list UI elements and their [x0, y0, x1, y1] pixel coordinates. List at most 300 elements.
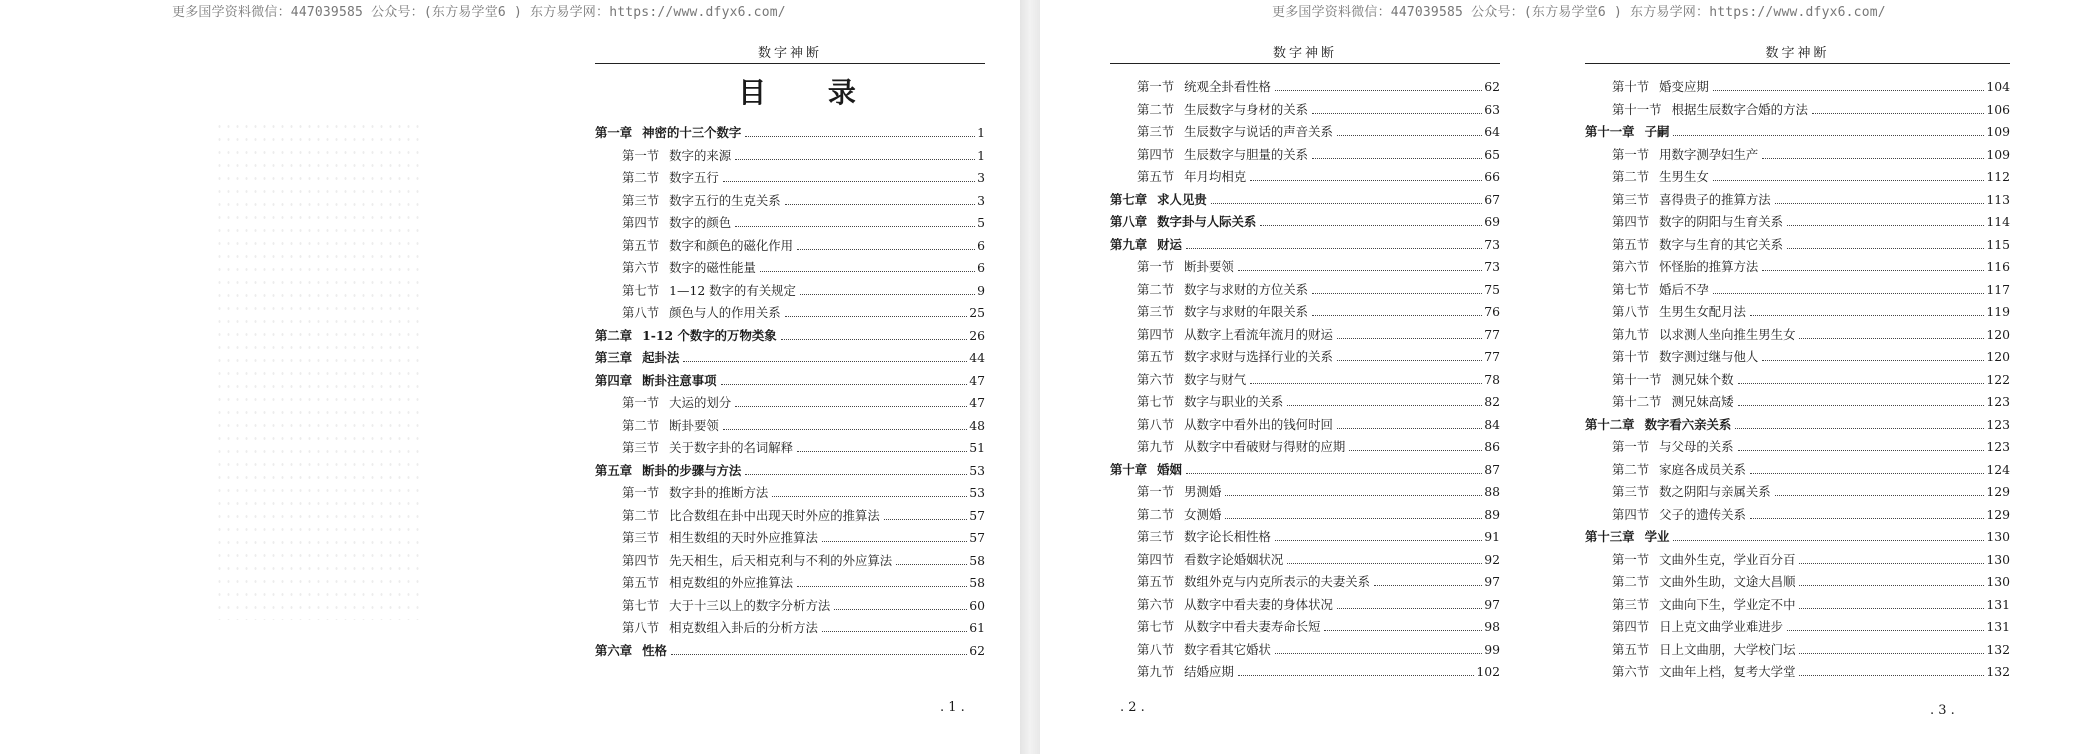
toc-section-entry — [1585, 369, 2010, 392]
entry-number: 第十二节 — [1612, 394, 1662, 409]
entry-number: 第十一章 — [1585, 124, 1635, 139]
toc-section-entry — [1585, 324, 2010, 347]
toc-section-entry — [1585, 279, 2010, 302]
entry-number: 第二章 — [595, 327, 633, 343]
toc-section-entry — [595, 212, 985, 235]
entry-page: 122 — [1986, 371, 2010, 387]
entry-number: 第三节 — [1137, 304, 1175, 319]
dot-leader — [1799, 563, 1984, 564]
toc-column-1 — [595, 45, 985, 662]
dot-leader — [1713, 180, 1985, 181]
entry-number: 第四节 — [1612, 619, 1650, 634]
toc-section-entry — [1110, 346, 1500, 369]
entry-number: 第八节 — [622, 305, 660, 320]
entry-page: 53 — [969, 485, 985, 500]
dot-leader — [785, 316, 968, 317]
entry-page: 88 — [1484, 484, 1500, 499]
toc-column-3 — [1585, 45, 2010, 684]
entry-page: 114 — [1986, 214, 2010, 229]
toc-section-entry — [595, 392, 985, 415]
entry-title: 父子的遗传关系 — [1659, 506, 1746, 522]
entry-page: 48 — [969, 417, 985, 433]
dot-leader — [797, 249, 975, 250]
entry-title: 数字与求财的年限关系 — [1184, 304, 1309, 319]
entry-number: 第七节 — [622, 282, 660, 298]
dot-leader — [1775, 495, 1985, 496]
entry-page: 25 — [969, 305, 985, 320]
dot-leader — [1312, 113, 1482, 114]
entry-number: 第二节 — [622, 507, 660, 523]
entry-title: 日上克文曲学业难进步 — [1659, 619, 1784, 634]
toc-section-entry — [1110, 99, 1500, 122]
entry-number: 第五节 — [1137, 574, 1175, 589]
entry-number: 第八节 — [1612, 304, 1650, 319]
entry-page: 53 — [969, 462, 985, 478]
toc-list — [595, 122, 985, 662]
entry-number: 第三节 — [622, 440, 660, 455]
entry-number: 第二节 — [1137, 281, 1175, 297]
dot-leader — [735, 159, 975, 160]
entry-title: 从数字上看流年流月的财运 — [1184, 326, 1333, 342]
entry-number: 第五节 — [622, 575, 660, 590]
entry-title: 年月均相克 — [1184, 169, 1247, 184]
running-head: 数字神断 — [1110, 45, 1500, 64]
entry-number: 第七节 — [1612, 281, 1650, 297]
entry-page: 62 — [1484, 79, 1500, 94]
entry-number: 第六节 — [622, 260, 660, 275]
entry-title: 相克数组的外应推算法 — [669, 575, 794, 590]
entry-number: 第一章 — [595, 125, 633, 140]
entry-number: 第四节 — [1612, 506, 1650, 522]
toc-section-entry — [595, 572, 985, 595]
page-number: . 1 . — [940, 700, 965, 715]
toc-section-entry — [1110, 369, 1500, 392]
entry-page: 117 — [1986, 281, 2010, 297]
entry-number: 第七节 — [622, 597, 660, 613]
entry-number: 第四章 — [595, 372, 633, 388]
entry-number: 第三节 — [1612, 596, 1650, 612]
toc-section-entry — [595, 190, 985, 213]
toc-section-entry — [595, 257, 985, 280]
entry-number: 第十二章 — [1585, 416, 1635, 432]
entry-number: 第六节 — [1612, 664, 1650, 679]
dot-leader — [1186, 473, 1482, 474]
entry-number: 第三节 — [622, 530, 660, 545]
toc-section-entry — [595, 167, 985, 190]
entry-page: 6 — [977, 237, 985, 253]
entry-page: 120 — [1986, 326, 2010, 342]
dot-leader — [1762, 158, 1984, 159]
toc-section-entry — [595, 550, 985, 573]
toc-section-entry — [1110, 414, 1500, 437]
entry-number: 第五节 — [1137, 169, 1175, 184]
entry-title: 断卦的步骤与方法 — [642, 462, 742, 478]
entry-page: 120 — [1986, 349, 2010, 364]
entry-page: 44 — [969, 350, 985, 365]
entry-number: 第四节 — [1612, 214, 1650, 229]
entry-number: 第一节 — [1137, 259, 1175, 274]
dot-leader — [735, 406, 967, 407]
entry-page: 91 — [1484, 529, 1500, 544]
entry-page: 73 — [1484, 236, 1500, 252]
entry-title: 断卦注意事项 — [642, 372, 717, 388]
entry-title: 女测婚 — [1184, 506, 1222, 522]
entry-number: 第三节 — [1612, 484, 1650, 499]
entry-title: 文曲外生助，文途大昌顺 — [1659, 574, 1796, 589]
dot-leader — [1238, 675, 1475, 676]
toc-section-entry — [1110, 324, 1500, 347]
entry-title: 数字与生育的其它关系 — [1659, 236, 1784, 252]
right-page — [1040, 0, 2077, 754]
toc-section-entry — [1585, 189, 2010, 212]
entry-page: 69 — [1484, 214, 1500, 229]
dot-leader — [1349, 450, 1482, 451]
entry-number: 第十节 — [1612, 349, 1650, 364]
entry-title: 先天相生，后天相克利与不利的外应算法 — [669, 552, 893, 568]
dot-leader — [884, 519, 967, 520]
toc-section-entry — [1110, 166, 1500, 189]
entry-number: 第二节 — [1137, 101, 1175, 117]
entry-number: 第二节 — [622, 417, 660, 433]
entry-page: 97 — [1484, 596, 1500, 612]
dot-leader — [1713, 90, 1985, 91]
toc-section-entry — [1585, 391, 2010, 414]
page-gutter — [1020, 0, 1040, 754]
toc-section-entry — [1585, 301, 2010, 324]
entry-page: 131 — [1986, 596, 2010, 612]
entry-number: 第九节 — [1137, 439, 1175, 454]
entry-title: 用数字测孕妇生产 — [1659, 146, 1759, 162]
toc-section-entry — [1110, 391, 1500, 414]
entry-page: 131 — [1986, 619, 2010, 634]
toc-section-entry — [1110, 121, 1500, 144]
entry-page: 102 — [1476, 664, 1500, 679]
entry-title: 根据生辰数字合婚的方法 — [1671, 101, 1808, 117]
entry-page: 78 — [1484, 371, 1500, 387]
toc-chapter-entry — [595, 460, 985, 483]
entry-page: 87 — [1484, 461, 1500, 477]
entry-title: 数字看六亲关系 — [1644, 416, 1732, 432]
entry-number: 第一节 — [1612, 551, 1650, 567]
entry-number: 第五节 — [1137, 349, 1175, 364]
entry-title: 生辰数字与身材的关系 — [1184, 101, 1309, 117]
toc-section-entry — [595, 415, 985, 438]
dot-leader — [735, 226, 975, 227]
dot-leader — [1812, 113, 1984, 114]
toc-section-entry — [1110, 639, 1500, 662]
dot-leader — [1775, 203, 1985, 204]
entry-page: 130 — [1986, 551, 2010, 567]
toc-section-entry — [1110, 436, 1500, 459]
toc-section-entry — [1585, 504, 2010, 527]
entry-page: 109 — [1986, 124, 2010, 139]
entry-page: 99 — [1484, 641, 1500, 657]
toc-section-entry — [1110, 76, 1500, 99]
entry-title: 断卦要领 — [1184, 259, 1234, 274]
entry-title: 婚姻 — [1157, 461, 1182, 477]
toc-section-entry — [1585, 144, 2010, 167]
entry-number: 第一节 — [622, 485, 660, 500]
entry-number: 第九节 — [1612, 326, 1650, 342]
entry-title: 数字的来源 — [669, 147, 732, 163]
entry-page: 60 — [969, 597, 985, 613]
dot-leader — [797, 451, 967, 452]
entry-title: 结婚应期 — [1184, 664, 1234, 679]
dot-leader — [822, 631, 967, 632]
entry-title: 数字卦的推断方法 — [669, 485, 769, 500]
toc-section-entry — [1585, 459, 2010, 482]
entry-number: 第十一节 — [1612, 101, 1662, 117]
entry-number: 第三节 — [1137, 124, 1175, 139]
dot-leader — [797, 586, 967, 587]
toc-section-entry — [595, 595, 985, 618]
entry-page: 61 — [969, 620, 985, 635]
entry-title: 财运 — [1157, 236, 1182, 252]
dot-leader — [1275, 653, 1482, 654]
toc-section-entry — [1585, 616, 2010, 639]
entry-title: 喜得贵子的推算方法 — [1659, 191, 1771, 207]
entry-page: 104 — [1986, 79, 2010, 94]
dot-leader — [721, 384, 968, 385]
entry-number: 第一节 — [1137, 79, 1175, 94]
entry-number: 第四节 — [622, 215, 660, 230]
dot-leader — [822, 541, 967, 542]
entry-title: 婚后不孕 — [1659, 281, 1709, 297]
dot-leader — [1738, 383, 1985, 384]
toc-section-entry — [1110, 661, 1500, 684]
dot-leader — [772, 496, 967, 497]
entry-title: 文曲年上档，复考大学堂 — [1659, 664, 1796, 679]
entry-title: 颜色与人的作用关系 — [669, 305, 781, 320]
dot-leader — [1750, 473, 1984, 474]
toc-section-entry — [595, 617, 985, 640]
entry-number: 第二节 — [1612, 574, 1650, 589]
dot-leader — [1186, 248, 1482, 249]
entry-title: 比合数组在卦中出现天时外应的推算法 — [669, 507, 880, 523]
dot-leader — [1238, 270, 1482, 271]
dot-leader — [1312, 293, 1482, 294]
entry-page: 115 — [1986, 236, 2010, 252]
entry-page: 77 — [1484, 326, 1500, 342]
toc-chapter-entry — [1110, 234, 1500, 257]
toc-section-entry — [1585, 661, 2010, 684]
entry-title: 数字五行 — [669, 170, 719, 185]
toc-chapter-entry — [1110, 211, 1500, 234]
entry-title: 大于十三以上的数字分析方法 — [669, 597, 831, 613]
entry-number: 第二节 — [1612, 169, 1650, 184]
toc-chapter-entry — [1110, 189, 1500, 212]
toc-section-entry — [1585, 549, 2010, 572]
entry-title: 关于数字卦的名词解释 — [669, 440, 794, 455]
entry-number: 第二节 — [622, 170, 660, 185]
toc-section-entry — [595, 482, 985, 505]
toc-section-entry — [1110, 504, 1500, 527]
entry-title: 以求测人坐向推生男生女 — [1659, 326, 1796, 342]
toc-chapter-entry — [595, 325, 985, 348]
dot-leader — [1799, 675, 1984, 676]
entry-page: 5 — [977, 215, 985, 230]
entry-page: 76 — [1484, 304, 1500, 319]
entry-page: 67 — [1484, 191, 1500, 207]
dot-leader — [1324, 630, 1482, 631]
toc-section-entry — [1585, 436, 2010, 459]
entry-page: 123 — [1986, 439, 2010, 454]
toc-section-entry — [595, 505, 985, 528]
dot-leader — [1312, 315, 1482, 316]
entry-number: 第十章 — [1110, 461, 1148, 477]
entry-title: 学业 — [1644, 529, 1670, 544]
entry-title: 数字求财与选择行业的关系 — [1184, 349, 1333, 364]
entry-title: 起卦法 — [642, 350, 680, 365]
dot-leader — [896, 564, 967, 565]
dot-leader — [1799, 338, 1984, 339]
entry-page: 77 — [1484, 349, 1500, 364]
entry-number: 第八节 — [1137, 416, 1175, 432]
entry-title: 家庭各成员关系 — [1659, 461, 1746, 477]
entry-page: 123 — [1986, 416, 2010, 432]
entry-number: 第四节 — [1137, 146, 1175, 162]
entry-number: 第一节 — [622, 147, 660, 163]
entry-page: 113 — [1986, 191, 2010, 207]
entry-title: 生辰数字与胆量的关系 — [1184, 146, 1309, 162]
entry-title: 数字的磁性能量 — [669, 260, 756, 275]
entry-page: 132 — [1986, 641, 2010, 657]
entry-number: 第六章 — [595, 642, 633, 658]
toc-section-entry — [1585, 99, 2010, 122]
entry-title: 测兄妹高矮 — [1671, 394, 1734, 409]
running-head: 数字神断 — [1585, 45, 2010, 64]
entry-page: 64 — [1484, 124, 1500, 139]
toc-column-2 — [1110, 45, 1500, 684]
entry-number: 第一节 — [1137, 484, 1175, 499]
toc-chapter-entry — [1585, 526, 2010, 549]
entry-page: 112 — [1986, 169, 2010, 184]
entry-page: 130 — [1986, 574, 2010, 589]
entry-page: 1 — [977, 125, 985, 140]
toc-chapter-entry — [1585, 121, 2010, 144]
toc-section-entry — [1585, 571, 2010, 594]
entry-title: 相克数组入卦后的分析方法 — [669, 620, 818, 635]
entry-title: 男测婚 — [1184, 484, 1222, 499]
toc-chapter-entry — [595, 640, 985, 663]
entry-title: 文曲外生克，学业百分百 — [1659, 551, 1796, 567]
toc-chapter-entry — [595, 122, 985, 145]
entry-number: 第八节 — [622, 620, 660, 635]
entry-page: 26 — [969, 327, 985, 343]
dot-leader — [800, 294, 975, 295]
toc-section-entry — [595, 302, 985, 325]
entry-page: 3 — [977, 170, 985, 185]
toc-section-entry — [595, 280, 985, 303]
entry-title: 相生数组的天时外应推算法 — [669, 530, 818, 545]
entry-page: 47 — [969, 372, 985, 388]
entry-number: 第五节 — [1612, 236, 1650, 252]
entry-number: 第一节 — [1612, 439, 1650, 454]
entry-title: 从数字中看夫妻寿命长短 — [1184, 619, 1321, 634]
toc-section-entry — [1110, 279, 1500, 302]
entry-title: 数字与财气 — [1184, 371, 1247, 387]
dot-leader — [1799, 585, 1984, 586]
dot-leader — [1225, 518, 1482, 519]
dot-leader — [671, 654, 967, 655]
entry-number: 第三节 — [1612, 191, 1650, 207]
entry-title: 数字五行的生克关系 — [669, 192, 781, 208]
dot-leader — [1673, 135, 1984, 136]
entry-title: 看数字论婚姻状况 — [1184, 551, 1284, 567]
entry-number: 第八章 — [1110, 214, 1148, 229]
entry-title: 神密的十三个数字 — [642, 125, 742, 140]
dot-leader — [1287, 405, 1482, 406]
entry-page: 109 — [1986, 146, 2010, 162]
entry-title: 从数字中看破财与得财的应期 — [1184, 439, 1346, 454]
entry-number: 第二节 — [1137, 506, 1175, 522]
entry-number: 第五节 — [1612, 641, 1650, 657]
entry-number: 第一节 — [1612, 146, 1650, 162]
entry-page: 58 — [969, 552, 985, 568]
dot-leader — [1250, 383, 1482, 384]
dot-leader — [1750, 518, 1984, 519]
entry-page: 1 — [977, 147, 985, 163]
entry-number: 第八节 — [1137, 641, 1175, 657]
dot-leader — [1337, 608, 1482, 609]
toc-section-entry — [1585, 234, 2010, 257]
entry-title: 与父母的关系 — [1659, 439, 1734, 454]
entry-title: 数组外克与内克所表示的夫妻关系 — [1184, 574, 1371, 589]
entry-page: 106 — [1986, 101, 2010, 117]
dot-leader — [1750, 315, 1984, 316]
entry-page: 98 — [1484, 619, 1500, 634]
toc-section-entry — [1110, 144, 1500, 167]
dot-leader — [1337, 428, 1482, 429]
left-page — [0, 0, 1020, 754]
dot-leader — [1762, 360, 1984, 361]
entry-number: 第四节 — [1137, 551, 1175, 567]
entry-title: 子嗣 — [1644, 124, 1670, 139]
toc-section-entry — [1585, 639, 2010, 662]
page-number: . 2 . — [1120, 700, 1145, 715]
entry-title: 日上文曲朋，大学校门坛 — [1659, 641, 1796, 657]
entry-number: 第七章 — [1110, 191, 1148, 207]
entry-number: 第十一节 — [1612, 371, 1662, 387]
toc-section-entry — [1585, 211, 2010, 234]
toc-section-entry — [595, 235, 985, 258]
entry-title: 数字的颜色 — [669, 215, 732, 230]
entry-number: 第十三章 — [1585, 529, 1635, 544]
entry-title: 数字测过继与他人 — [1659, 349, 1759, 364]
toc-section-entry — [1585, 481, 2010, 504]
entry-page: 3 — [977, 192, 985, 208]
toc-section-entry — [1585, 76, 2010, 99]
entry-page: 47 — [969, 395, 985, 410]
entry-page: 6 — [977, 260, 985, 275]
toc-section-entry — [595, 527, 985, 550]
entry-page: 62 — [969, 642, 985, 658]
toc-section-entry — [595, 145, 985, 168]
toc-section-entry — [1585, 594, 2010, 617]
entry-number: 第一节 — [622, 395, 660, 410]
entry-title: 大运的划分 — [669, 395, 732, 410]
dot-leader — [1738, 405, 1985, 406]
entry-title: 数字与职业的关系 — [1184, 394, 1284, 409]
dot-leader — [785, 204, 975, 205]
entry-page: 57 — [969, 530, 985, 545]
entry-page: 63 — [1484, 101, 1500, 117]
entry-number: 第五节 — [622, 237, 660, 253]
dot-leader — [1762, 270, 1984, 271]
entry-number: 第九章 — [1110, 236, 1148, 252]
entry-number: 第六节 — [1137, 371, 1175, 387]
dot-leader — [834, 609, 967, 610]
